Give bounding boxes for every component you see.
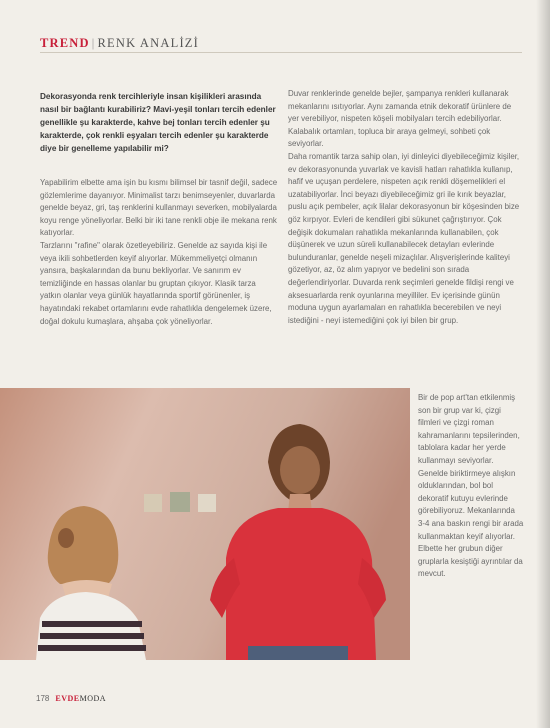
caption-text: Bir de pop art'tan etkilenmiş son bir grup var ki, çizgi filmleri ve çizgi roman kahramanlarını tepsilerinden, tablolara kadar her yerde kullanmayı seviyorlar. Genelde biriktirmeye alışkın olduklarından, bol bol dekoratif kutuyu evlerinde görebiliyoruz. Mekanlarında 3-4 ana baskın rengi bir arada kullanmaktan keyif alıyorlar. Elbette her grubun diğer gruplarla kesiştiği ayrıntılar da mevcut. xyxy=(418,393,524,579)
answer-paragraph-1: Yapabilirim elbette ama işin bu kısmı bilimsel bir tasnif değil, sadece gözlemlerime dayanıyor. Minimalist tarzı benimseyenler, duvarlarda genelde beyaz, gri, taş renklerini kullanmayı severken, mobilyalarda koyu renge yöneliyorlar. Belki bir iki tane renkli obje ile mekana renk katıyorlar. xyxy=(40,178,278,238)
page-spine-shadow xyxy=(536,0,550,728)
page-footer xyxy=(36,694,106,703)
paint-swatch-sage xyxy=(170,492,190,512)
interview-question: Dekorasyonda renk tercihleriyle insan kişilikleri arasında nasıl bir bağlantı kurabiliriz? Mavi-yeşil tonları tercih edenler genellikle şu karakterde, kahve bej tonları tercih edenler şu karakterde, çok renkli eşyaları tercih edenler şu karakterde diye bir genelleme yapılabilir mi? xyxy=(40,92,276,153)
header-rule xyxy=(40,52,522,53)
magazine-brand-part2: MODA xyxy=(79,694,107,703)
left-column xyxy=(40,90,278,328)
section-header xyxy=(40,36,199,51)
page-number: 178 xyxy=(36,694,50,703)
answer-paragraph-2: Tarzlarını "rafine" olarak özetleyebiliriz. Genelde az sayıda kişi ile veya ikili sohbetlerden keyif alıyorlar. Mükemmeliyetçi olmanın yansıra, başkalarından da bunu bekliyorlar. Ve sanırım ev temizliğinde en hassas olanlar bu gruptan çıkıyor. Klasik tarza yatkın olanlar veya günlük hayatlarında sportif görünenler, iş hayatındaki rekabet ortamlarını evde rahatlıkla dengelemek üzere, doğal dokulu kumaşlara, ahşaba çok yöneliyorlar. xyxy=(40,240,272,326)
header-separator: | xyxy=(91,36,96,50)
section-label: TREND xyxy=(40,36,90,50)
right-column xyxy=(288,88,524,327)
magazine-brand-part1: EVDE xyxy=(55,694,80,703)
paint-swatch-beige xyxy=(144,494,162,512)
section-title: RENK ANALİZİ xyxy=(97,36,200,50)
photo-illustration xyxy=(0,388,410,660)
paint-swatch-pale xyxy=(198,494,216,512)
couple-painting-wall-photo xyxy=(0,388,410,660)
answer-paragraph-3: Duvar renklerinde genelde bejler, şampanya renkleri kullanarak mekanlarını ısıtıyorlar. Aynı zamanda etnik dekoratif ürünlere de yer verebiliyor, nispeten köşeli mobilyaları tercih edebiliyorlar. Kalabalık ortamları, topluca bir araya gelmeyi, sohbeti çok seviyorlar. xyxy=(288,89,512,149)
answer-paragraph-4: Daha romantik tarza sahip olan, iyi dinleyici diyebileceğimiz kişiler, ev dekorasyonunda yuvarlak ve kavisli hatları rahatlıkla kullanıp, hafif ve uçuşan perdelere, nispeten açık renkli döşemelikleri el uzatabiliyorlar. İnci beyazı diyebileceğimiz gri ile kırık beyazlar, puslu açık pembeler, açık lilalar dekorasyonun bir köşesinden bize göz kırpıyor. Evleri de kendileri gibi sükunet çağrıştırıyor. Çok değişik dokumaları rahatlıkla mekanlarında kullanabilen, çok düşünerek ve uzun süreli kullanabilecek detayları evlerinde bulunduranlar, genelde neşeli mizaçlılar. Alışverişlerinde kaliteyi gözetiyor, az, öz alım yapıyor ve bedelini son sırada değerlendiriyorlar. Duvarda renk seçimleri genelde fildişi rengi ve aksesuarlarda renk oyunlarına meyilliler. Ev içerisinde günün moduna uygun ayarlamaları en rahatlıkla becerebilen ve neyi istediğini - neyi istemediğini çok iyi bilen bir grup. xyxy=(288,151,520,325)
